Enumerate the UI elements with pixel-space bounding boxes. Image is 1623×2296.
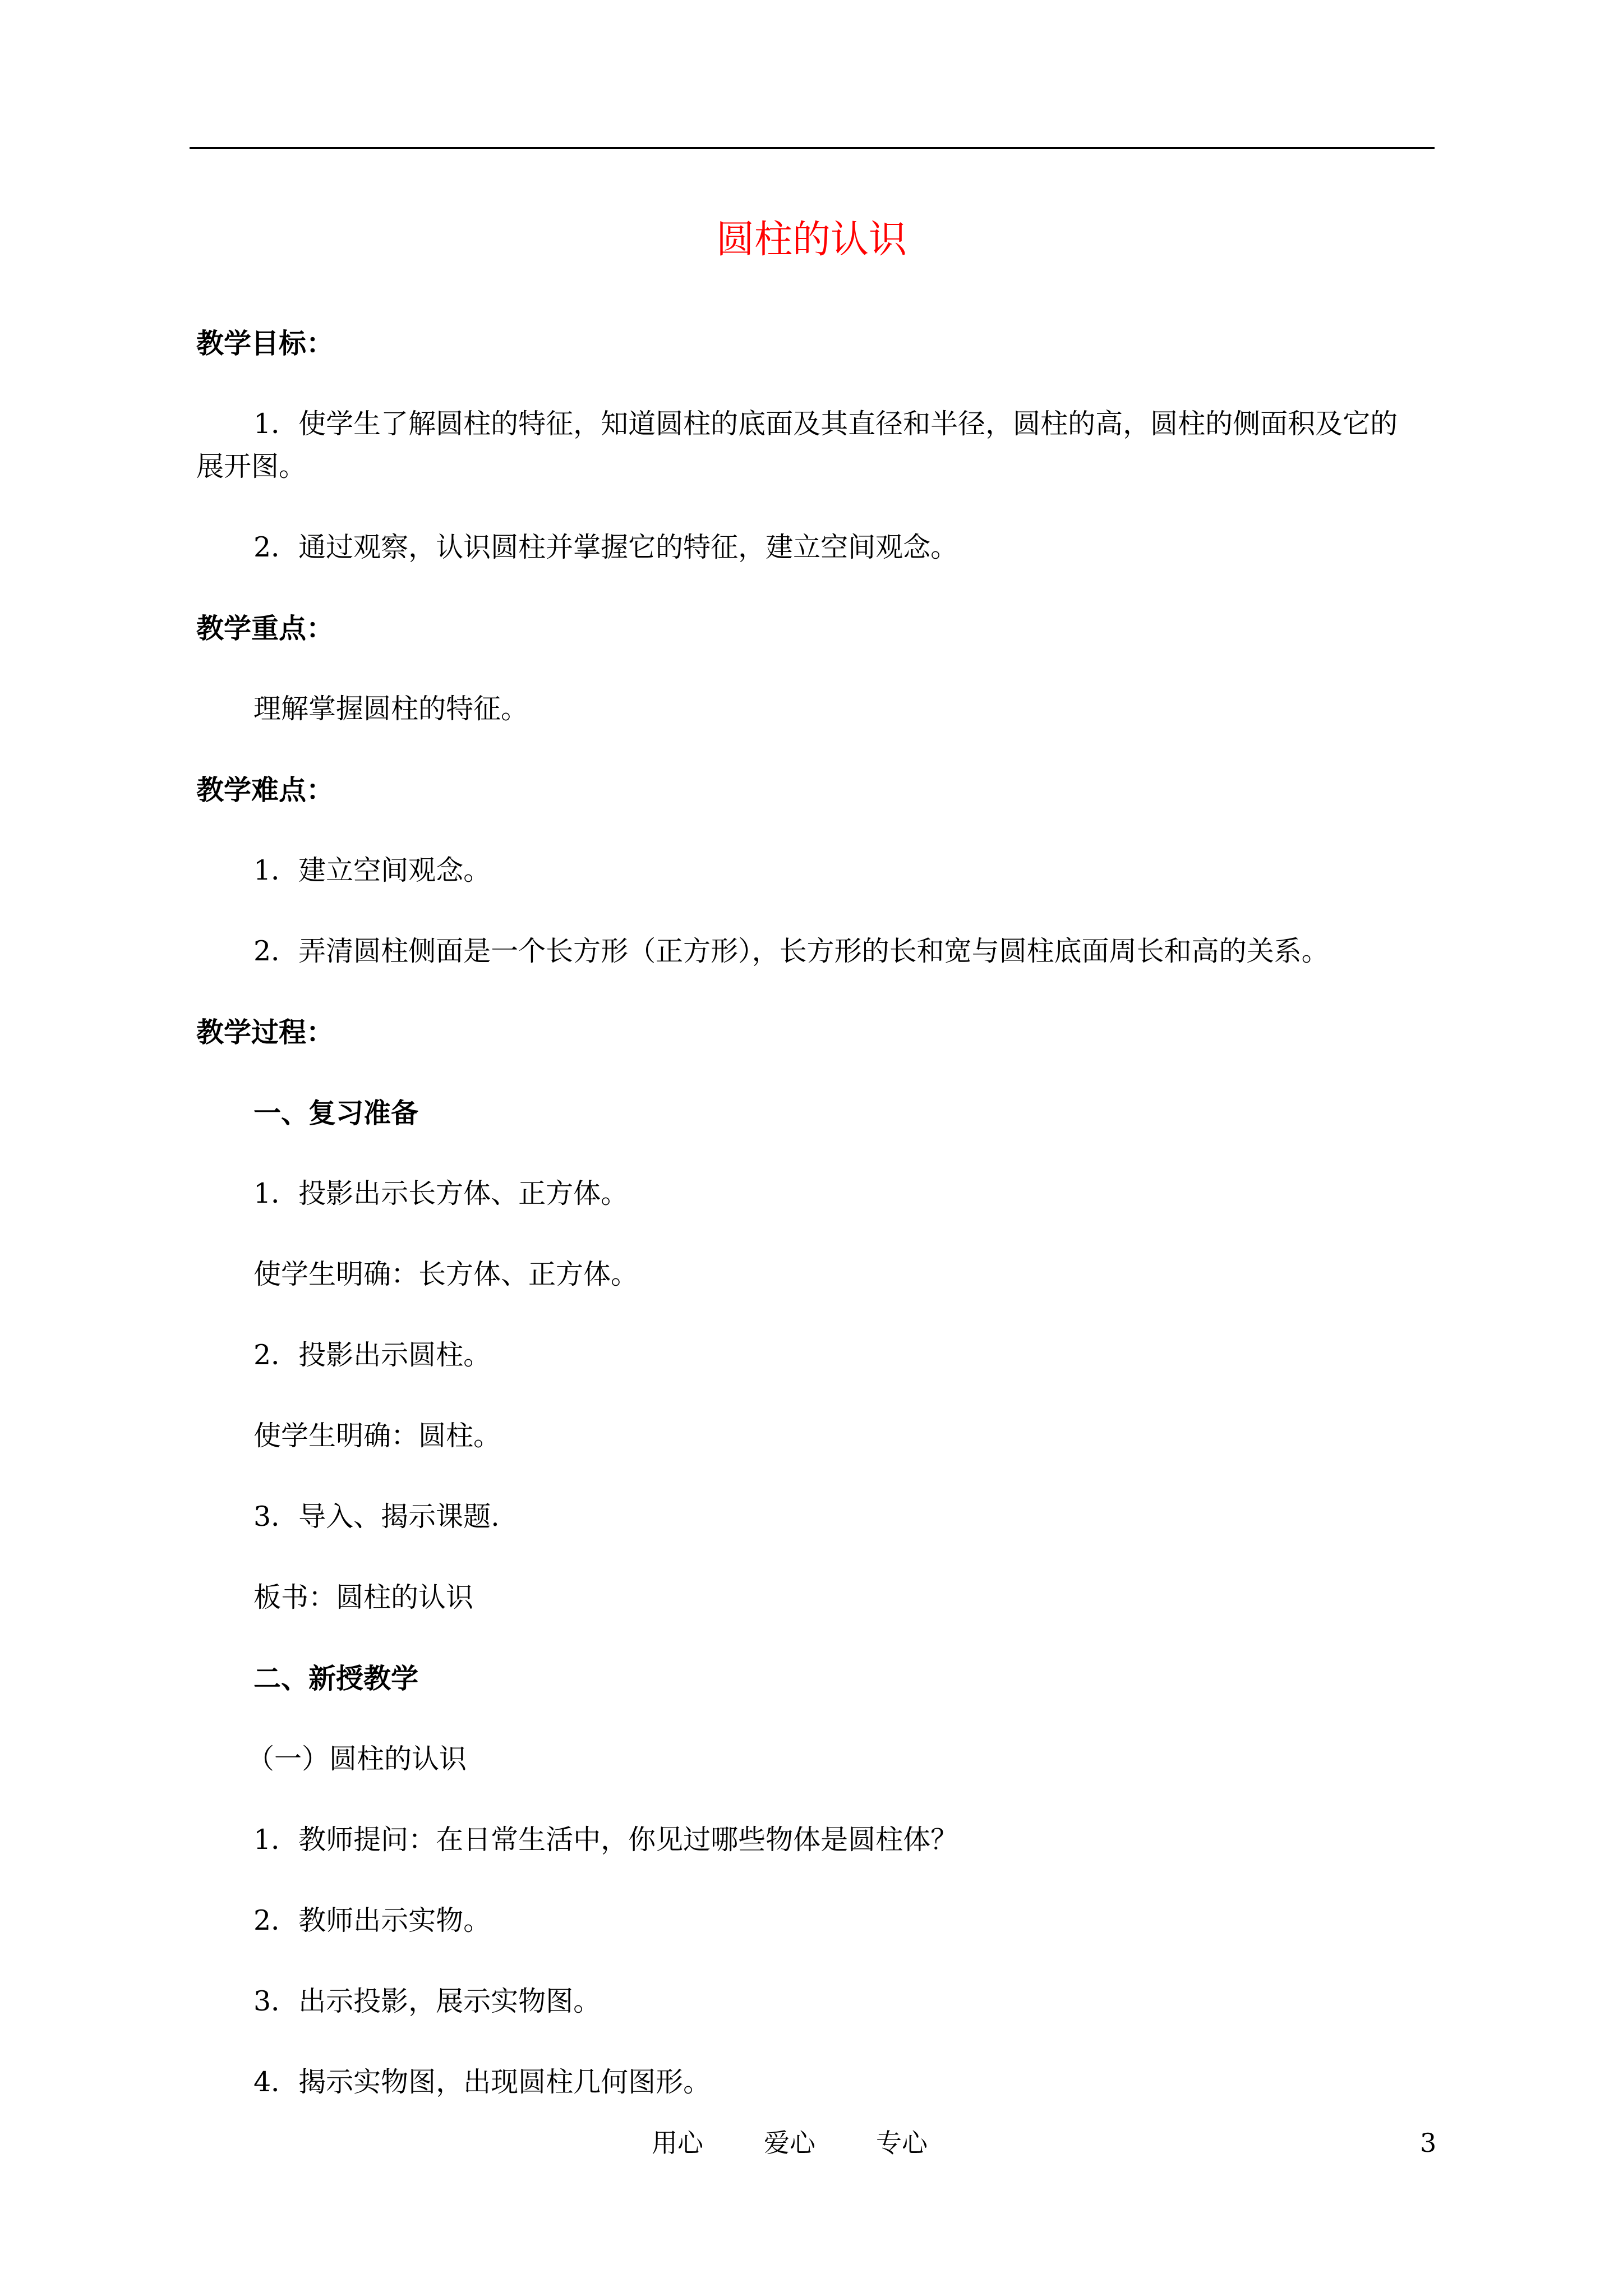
part-1-item-3: 3．导入、揭示课题. [253, 1501, 500, 1533]
key-point: 理解掌握圆柱的特征。 [253, 693, 529, 725]
part-2-item-2: 2．教师出示实物。 [253, 1904, 491, 1936]
difficulty-1: 1．建立空间观念。 [253, 854, 491, 886]
part-2-item-3: 3．出示投影，展示实物图。 [253, 1985, 601, 2017]
difficulty-2: 2．弄清圆柱侧面是一个长方形（正方形），长方形的长和宽与圆柱底面周长和高的关系。 [253, 935, 1329, 967]
part-1-item-1-note: 使学生明确：长方体、正方体。 [253, 1258, 639, 1290]
part-1-item-1: 1．投影出示长方体、正方体。 [253, 1177, 629, 1209]
part-2-subheading: （一）圆柱的认识 [247, 1743, 467, 1775]
page-number: 3 [1420, 2128, 1437, 2158]
header-rule [190, 147, 1435, 149]
footer-slogan-3: 专心 [876, 2128, 928, 2158]
part-1-item-2: 2．投影出示圆柱。 [253, 1339, 491, 1371]
part-1-board: 板书：圆柱的认识 [253, 1581, 474, 1613]
part-2-item-4: 4．揭示实物图，出现圆柱几何图形。 [253, 2066, 711, 2098]
part-1-item-2-note: 使学生明确：圆柱。 [253, 1420, 501, 1452]
footer-slogan-2: 爱心 [764, 2128, 815, 2158]
process-heading: 教学过程： [196, 1016, 334, 1048]
document-title: 圆柱的认识 [716, 218, 907, 262]
objective-1-line-1: 1．使学生了解圆柱的特征，知道圆柱的底面及其直径和半径，圆柱的高，圆柱的侧面积及它的 [253, 408, 1398, 440]
key-points-heading: 教学重点： [196, 612, 334, 645]
objectives-heading: 教学目标： [196, 327, 334, 360]
objective-1-line-2: 展开图。 [196, 450, 307, 482]
part-2-item-1: 1．教师提问：在日常生活中，你见过哪些物体是圆柱体？ [253, 1824, 958, 1856]
footer-slogan-1: 用心 [652, 2128, 703, 2158]
objective-2: 2．通过观察，认识圆柱并掌握它的特征，建立空间观念。 [253, 531, 958, 563]
part-2-heading: 二、新授教学 [253, 1662, 419, 1695]
part-1-heading: 一、复习准备 [253, 1097, 419, 1129]
difficulties-heading: 教学难点： [196, 774, 334, 806]
